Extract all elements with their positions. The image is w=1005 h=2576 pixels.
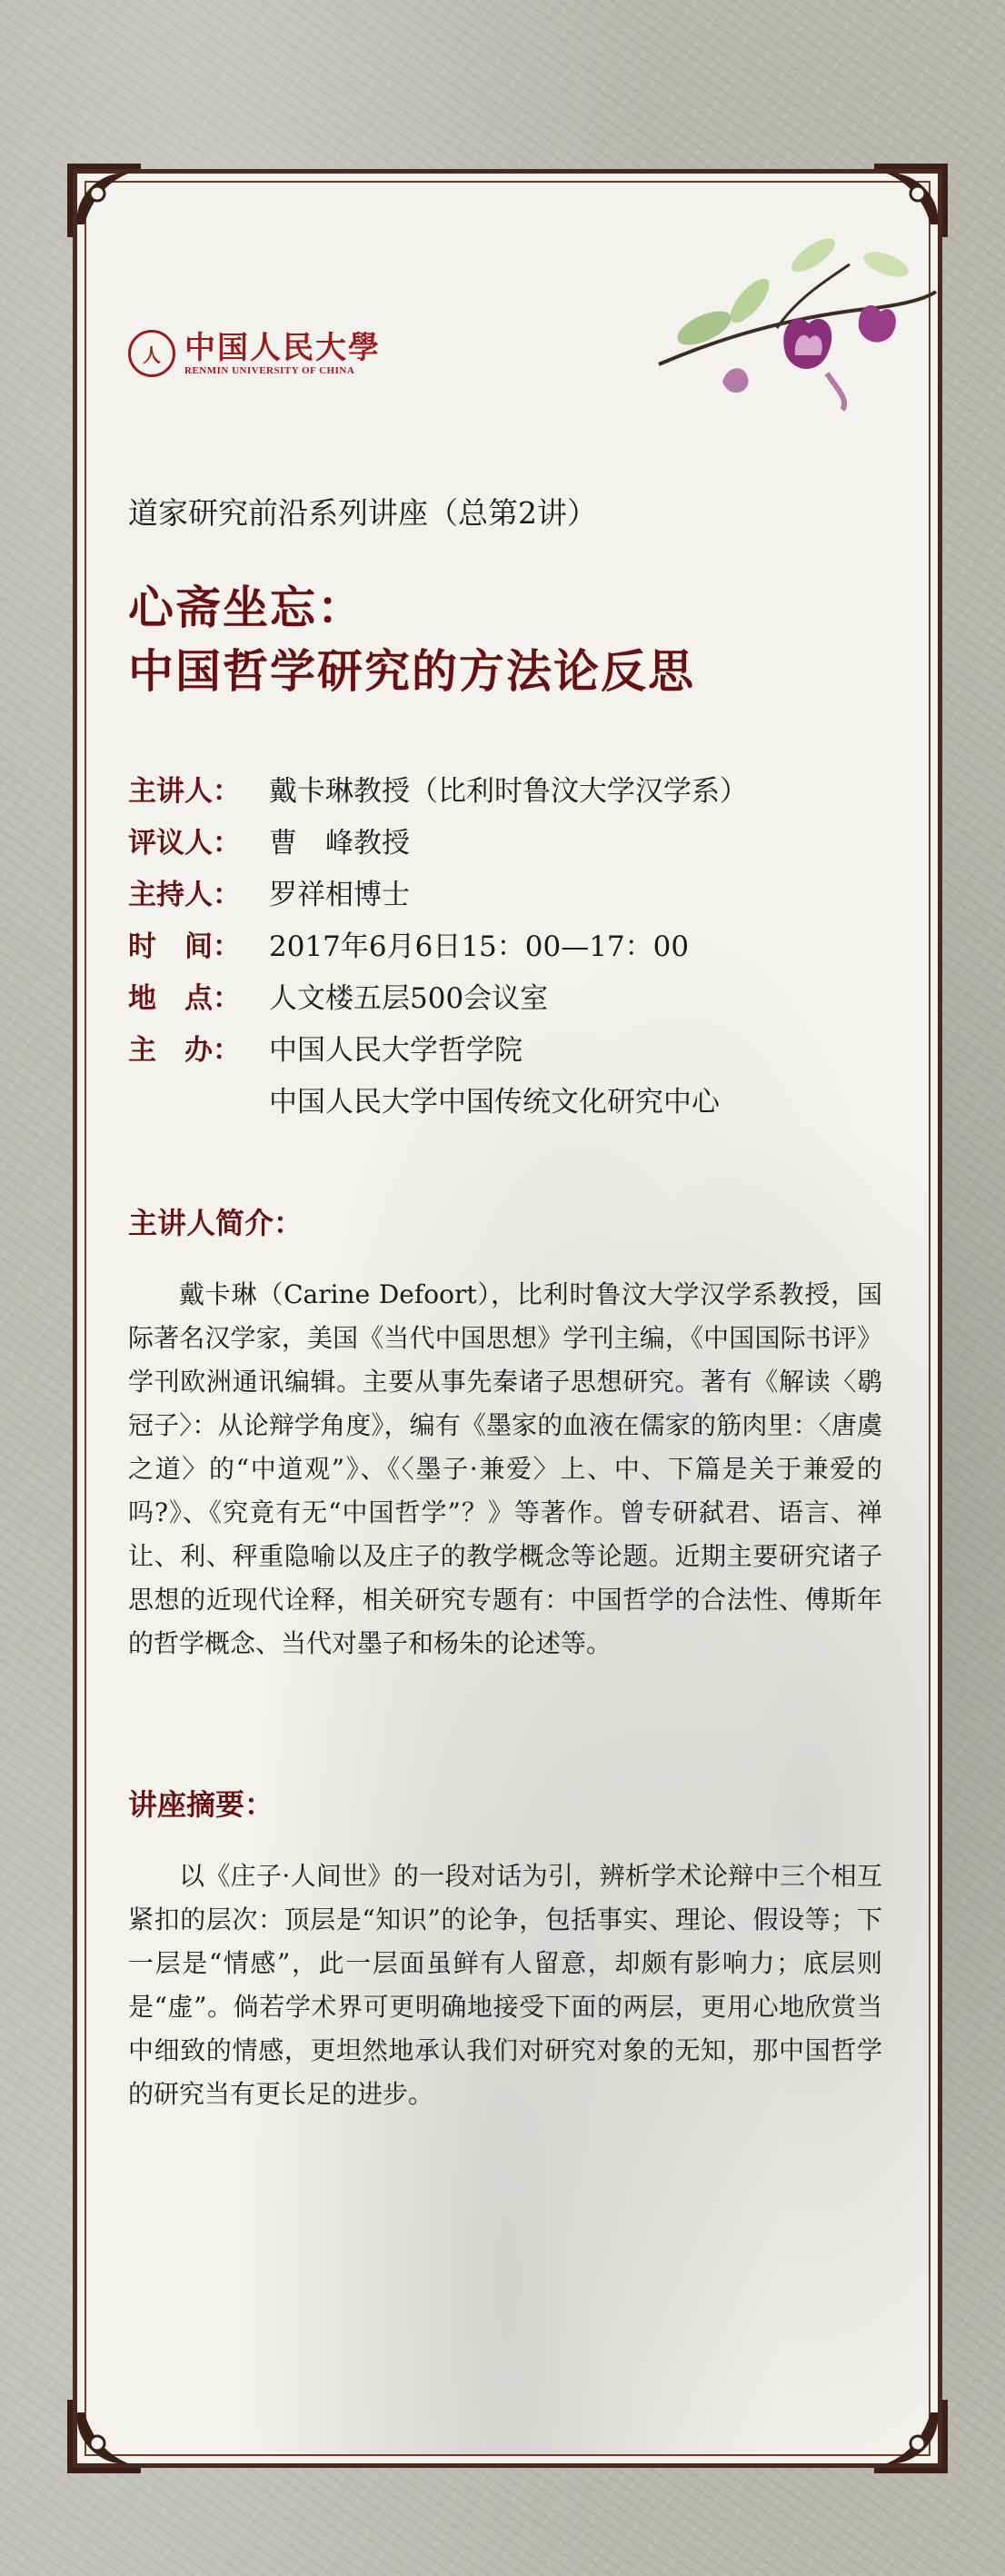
info-row-organizer — [128, 1032, 748, 1084]
info-value: 曹 峰教授 — [269, 827, 410, 860]
abstract-heading: 讲座摘要： — [128, 1787, 274, 1822]
abstract-text: 以《庄子·人间世》的一段对话为引，辨析学术论辩中三个相互紧扣的层次：顶层是“知识”的论争，包括事实、理论、假设等；下一层是“情感”，此一层面虽鲜有人留意，却颇有影响力；底层则是“虚”。倘若学术界可更明确地接受下面的两层，更用心地欣赏当中细致的情感，更坦然地承认我们对研究对象的无知，那中国哲学的研究当有更长足的进步。 — [128, 1861, 882, 2109]
university-logo — [128, 330, 381, 377]
corner-ornament-icon — [869, 2394, 950, 2476]
info-row-location — [128, 980, 748, 1032]
university-seal-icon: 人 — [128, 330, 175, 377]
lecture-series: 道家研究前沿系列讲座（总第2讲） — [128, 495, 597, 531]
speaker-intro-text: 戴卡琳（Carine Defoort），比利时鲁汶大学汉学系教授，国际著名汉学家，美国《当代中国思想》学刊主编，《中国国际书评》学刊欧洲通讯编辑。主要从事先秦诸子思想研究。著有《解读〈鹖冠子〉：从论辩学角度》，编有《墨家的血液在儒家的筋肉里：〈唐虞之道〉的“中道观”》、《〈墨子·兼爱〉上、中、下篇是关于兼爱的吗?》、《究竟有无“中国哲学”？》等著作。曾专研弑君、语言、禅让、利、秤重隐喻以及庄子的教学概念等论题。近期主要研究诸子思想的近现代诠释，相关研究专题有：中国哲学的合法性、傅斯年的哲学概念、当代对墨子和杨朱的论述等。 — [128, 1279, 882, 1658]
poster-frame — [73, 169, 942, 2468]
lecture-title-line2: 中国哲学研究的方法论反思 — [128, 644, 695, 698]
info-row-speaker — [128, 773, 748, 825]
university-name-en: RENMIN UNIVERSITY OF CHINA — [184, 365, 355, 376]
lecture-title-line1: 心斋坐忘： — [128, 581, 364, 634]
info-label: 主讲人： — [128, 775, 241, 808]
info-row-time — [128, 929, 748, 980]
university-name-cn: 中国人民大學 — [184, 330, 381, 366]
lecture-info — [128, 773, 748, 1136]
info-label: 主持人： — [128, 879, 241, 911]
info-value: 中国人民大学哲学院 — [269, 1034, 522, 1067]
corner-ornament-icon — [65, 2394, 146, 2476]
info-value: 中国人民大学中国传统文化研究中心 — [269, 1086, 720, 1119]
info-label: 地 点： — [128, 982, 241, 1015]
info-label: 时 间： — [128, 930, 241, 963]
speaker-intro-heading: 主讲人简介： — [128, 1206, 303, 1240]
info-row-organizer-2 — [128, 1084, 748, 1136]
info-label: 评议人： — [128, 827, 241, 860]
info-value: 人文楼五层500会议室 — [269, 982, 549, 1015]
info-label: 主 办： — [128, 1034, 241, 1067]
magnolia-flower-icon — [641, 228, 940, 419]
info-value: 2017年6月6日15：00—17：00 — [269, 930, 690, 963]
info-row-commentator — [128, 825, 748, 877]
info-row-host — [128, 877, 748, 929]
info-value: 罗祥相博士 — [269, 879, 410, 911]
info-value: 戴卡琳教授（比利时鲁汶大学汉学系） — [269, 775, 748, 808]
corner-ornament-icon — [65, 161, 146, 243]
